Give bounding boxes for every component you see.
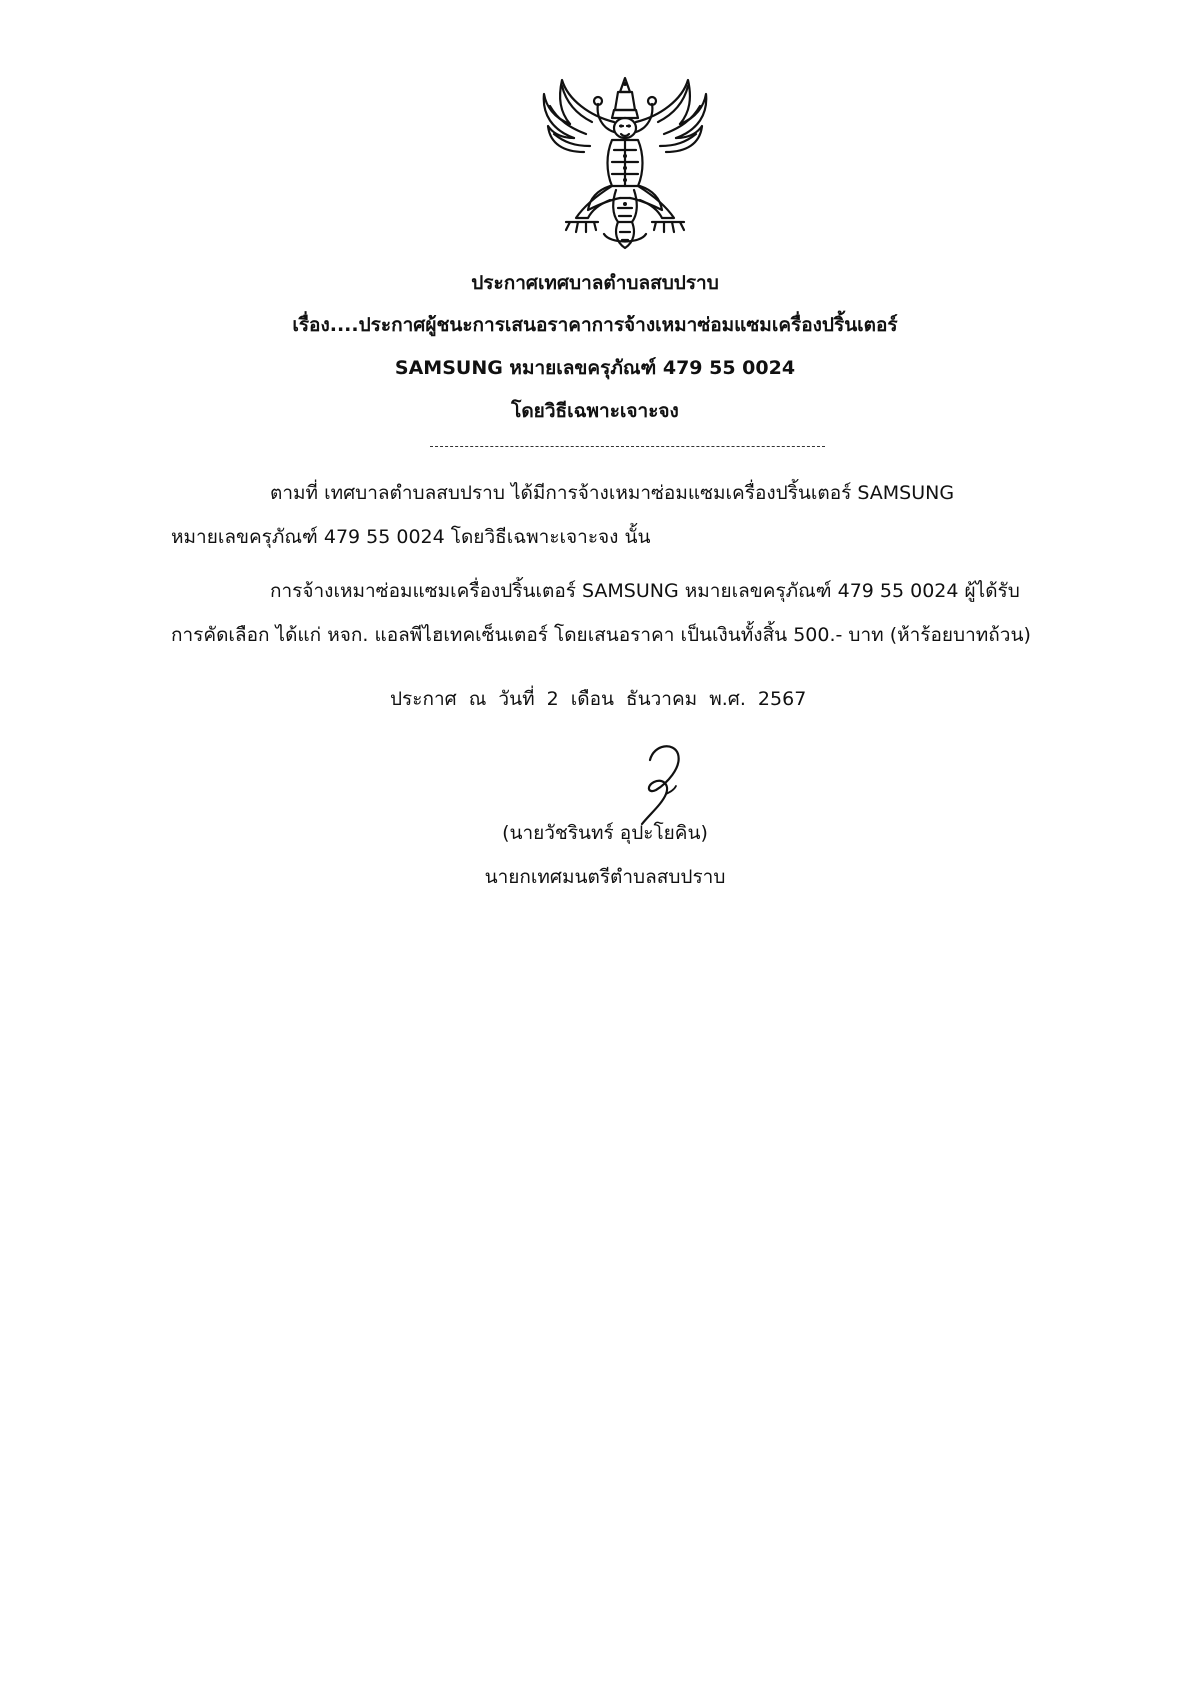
garuda-emblem-icon — [540, 72, 710, 252]
dashed-divider — [430, 446, 825, 447]
paragraph1-line2: หมายเลขครุภัณฑ์ 479 55 0024 โดยวิธีเฉพาะเจาะจง นั้น — [171, 526, 651, 548]
announcement-date: ประกาศ ณ วันที่ 2 เดือน ธันวาคม พ.ศ. 2567 — [390, 688, 807, 710]
org-title: ประกาศเทศบาลตำบลสบปราบ — [471, 272, 719, 294]
paragraph1-line1: ตามที่ เทศบาลตำบลสบปราบ ได้มีการจ้างเหมาซ่อมแซมเครื่องปริ้นเตอร์ SAMSUNG — [270, 482, 955, 504]
signatory-position: นายกเทศมนตรีตำบลสบปราบ — [484, 866, 726, 888]
signatory-name: (นายวัชรินทร์ อุปะโยคิน) — [502, 822, 708, 844]
subject-line: เรื่อง....ประกาศผู้ชนะการเสนอราคาการจ้างเหมาซ่อมแซมเครื่องปริ้นเตอร์ — [292, 314, 898, 336]
item-line: SAMSUNG หมายเลขครุภัณฑ์ 479 55 0024 — [394, 357, 796, 379]
method-line: โดยวิธีเฉพาะเจาะจง — [511, 400, 679, 422]
paragraph2-line1: การจ้างเหมาซ่อมแซมเครื่องปริ้นเตอร์ SAMSUNG หมายเลขครุภัณฑ์ 479 55 0024 ผู้ได้รับ — [270, 580, 1020, 602]
signature-mark — [620, 738, 700, 828]
paragraph2-line2: การคัดเลือก ได้แก่ หจก. แอลพีไฮเทคเซ็นเตอร์ โดยเสนอราคา เป็นเงินทั้งสิ้น 500.- บาท (ห้าร้อยบาทถ้วน) — [171, 624, 1031, 646]
